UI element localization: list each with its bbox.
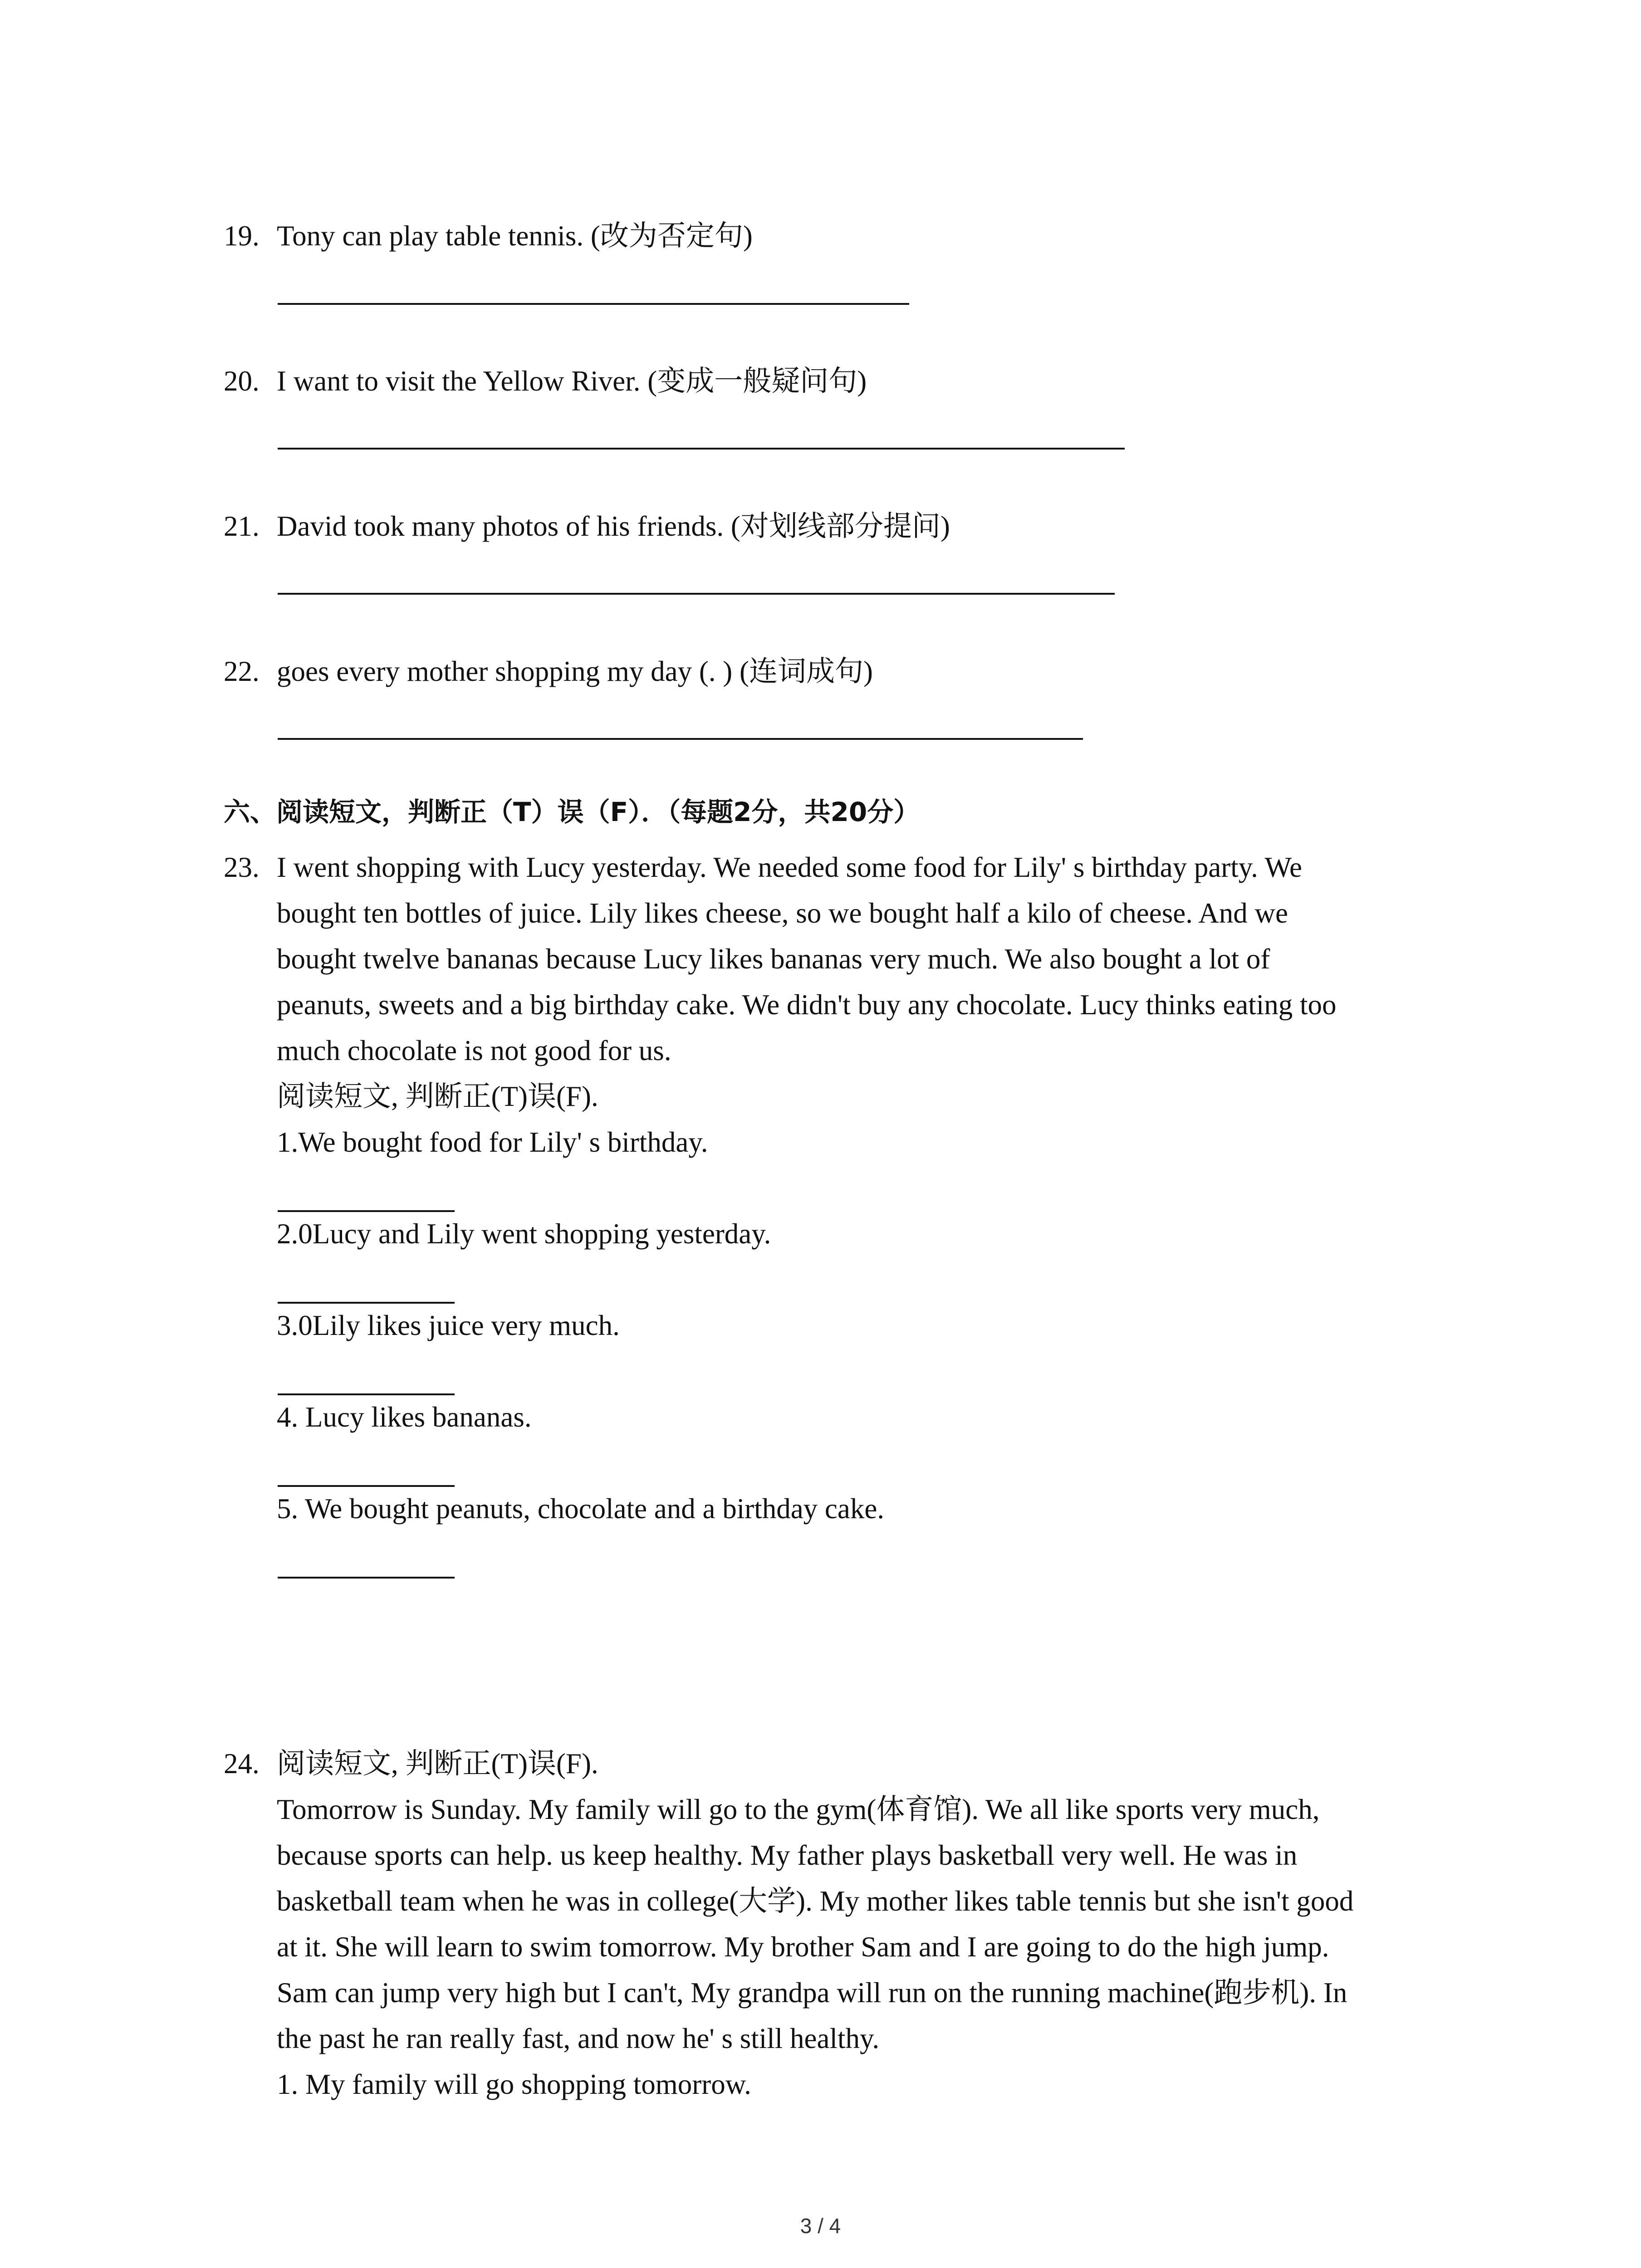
q23-statement-1: 1.We bought food for Lily' s birthday.	[277, 1126, 708, 1158]
q23-instruction: 阅读短文, 判断正(T)误(F).	[277, 1080, 598, 1112]
q23-statement-2: 2.0Lucy and Lily went shopping yesterday.	[277, 1218, 771, 1250]
section-6-title: 六、阅读短文，判断正（T）误（F）．（每题2分，共20分）	[224, 797, 920, 827]
question-19-text: Tony can play table tennis. (改为否定句)	[277, 220, 753, 252]
question-21-answer-blank[interactable]	[278, 593, 1115, 595]
q23-passage-line: much chocolate is not good for us.	[277, 1035, 671, 1066]
q23-statement-3: 3.0Lily likes juice very much.	[277, 1310, 620, 1341]
question-20-text: I want to visit the Yellow River. (变成一般疑问句)	[277, 365, 867, 397]
q23-passage-line: bought twelve bananas because Lucy likes bananas very much. We also bought a lot of	[277, 943, 1270, 975]
q23-passage-line: bought ten bottles of juice. Lily likes cheese, so we bought half a kilo of cheese. And we	[277, 897, 1288, 929]
q23-passage-line: I went shopping with Lucy yesterday. We needed some food for Lily' s birthday party. We	[277, 851, 1302, 883]
q24-passage-line: the past he ran really fast, and now he' s still healthy.	[277, 2023, 880, 2054]
question-21-text: David took many photos of his friends. (对划线部分提问)	[277, 510, 950, 542]
q24-statement-1: 1. My family will go shopping tomorrow.	[277, 2068, 751, 2100]
question-20-number: 20.	[224, 365, 260, 397]
question-20-answer-blank[interactable]	[278, 448, 1125, 450]
q24-instruction: 阅读短文, 判断正(T)误(F).	[277, 1748, 598, 1779]
q24-passage-line: Sam can jump very high but I can't, My grandpa will run on the running machine(跑步机). In	[277, 1977, 1347, 2009]
question-19-number: 19.	[224, 220, 260, 252]
question-22-answer-blank[interactable]	[278, 738, 1083, 740]
q24-passage-line: Tomorrow is Sunday. My family will go to the gym(体育馆). We all like sports very much,	[277, 1794, 1320, 1825]
question-23-number: 23.	[224, 851, 260, 883]
q23-passage-line: peanuts, sweets and a big birthday cake. We didn't buy any chocolate. Lucy thinks eating too	[277, 989, 1337, 1021]
q23-statement-5-blank[interactable]	[278, 1577, 455, 1579]
q24-passage-line: basketball team when he was in college(大学). My mother likes table tennis but she isn't good	[277, 1885, 1354, 1917]
page-number: 3 / 4	[800, 2214, 841, 2238]
q24-passage-line: because sports can help. us keep healthy. My father plays basketball very well. He was in	[277, 1839, 1298, 1871]
question-24-number: 24.	[224, 1748, 260, 1779]
q23-statement-4: 4. Lucy likes bananas.	[277, 1401, 532, 1433]
question-19-answer-blank[interactable]	[278, 303, 909, 305]
question-22-text: goes every mother shopping my day (. ) (连词成句)	[277, 655, 873, 687]
question-22-number: 22.	[224, 655, 260, 687]
q24-passage-line: at it. She will learn to swim tomorrow. My brother Sam and I are going to do the high jump.	[277, 1931, 1329, 1963]
question-21-number: 21.	[224, 510, 260, 542]
q23-statement-5: 5. We bought peanuts, chocolate and a birthday cake.	[277, 1493, 885, 1525]
